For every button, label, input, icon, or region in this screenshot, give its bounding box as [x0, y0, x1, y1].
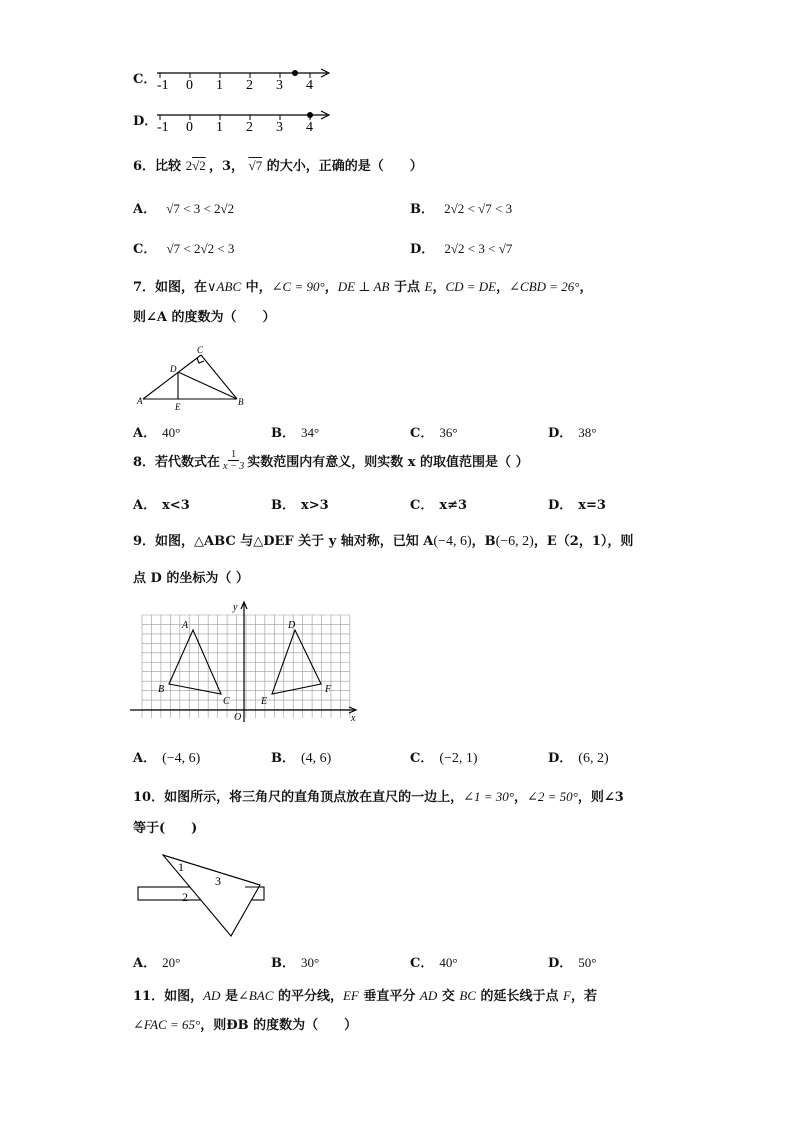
point-dot: [292, 70, 298, 76]
q9-stem-line2: [133, 567, 249, 586]
q9-stem-line1: [133, 530, 633, 550]
option-text: 50°: [578, 955, 597, 970]
q8-stem: [133, 449, 529, 472]
label-c: C: [197, 345, 204, 355]
math: ∨ABC: [207, 279, 242, 294]
q10-option-b: [271, 952, 319, 971]
option-label: B．: [271, 426, 295, 441]
label-d: D: [288, 620, 296, 631]
q9-coordinate-figure: [130, 600, 365, 725]
label-a: A: [137, 396, 143, 406]
point-dot: [307, 112, 313, 118]
option-label: A．: [133, 426, 157, 441]
q7-option-c: [410, 422, 458, 441]
coefficient: 2: [185, 158, 193, 173]
question-text: ，则ÐB 的度数为（ ）: [200, 1018, 358, 1033]
q5-number-line-c: [155, 64, 337, 94]
q6-option-d: [410, 238, 512, 257]
option-text: 34°: [301, 425, 320, 440]
punct: ，: [513, 790, 527, 805]
option-text: 40°: [162, 425, 181, 440]
question-text: 6．比较: [133, 159, 182, 174]
tick-label: 1: [216, 120, 223, 135]
option-text: 40°: [439, 955, 458, 970]
option-label: B．: [271, 751, 295, 766]
q7-stem-line2: [133, 306, 276, 325]
q5-option-d: [133, 110, 157, 129]
q5-option-c: [133, 68, 156, 87]
question-text: 点 D 的坐标为（ ）: [133, 571, 249, 586]
option-text: (−2, 1): [439, 751, 478, 766]
angle-label-3: 3: [215, 874, 221, 888]
question-text: 8．若代数式在: [133, 455, 221, 470]
q7-figure: [135, 342, 250, 412]
math: AD: [203, 988, 221, 1003]
q7-option-d: [548, 422, 596, 441]
question-text: 于点: [389, 280, 425, 295]
option-label: C．: [133, 72, 157, 87]
math: (−4, 6): [433, 534, 472, 549]
tick-label: 4: [306, 78, 313, 93]
option-text: x>3: [301, 498, 329, 513]
option-text: (4, 6): [301, 751, 332, 766]
option-label: C．: [410, 498, 434, 513]
math: ∠FAC = 65°: [133, 1017, 201, 1032]
denominator: x − 3: [223, 461, 245, 472]
label-b: B: [158, 684, 165, 695]
q8-option-c: [410, 494, 467, 513]
q9-option-c: [410, 747, 478, 767]
option-label: C．: [410, 751, 434, 766]
option-text: x=3: [578, 498, 606, 513]
math: EF: [342, 988, 359, 1003]
ticks: [160, 115, 310, 120]
math: DE ⊥ AB: [337, 279, 390, 294]
question-text: 的延长线于点: [475, 989, 563, 1004]
q11-stem-line1: [133, 985, 597, 1004]
label-y-axis: y: [233, 602, 238, 613]
label-d: D: [170, 364, 177, 374]
option-label: A．: [133, 956, 157, 971]
label-e: E: [261, 696, 268, 707]
question-text: 则∠A 的度数为（ ）: [133, 310, 276, 325]
option-label: C．: [410, 956, 434, 971]
math: AD: [419, 988, 438, 1003]
q10-option-c: [410, 952, 458, 971]
ticks: [160, 73, 310, 78]
option-label: D．: [410, 242, 435, 257]
question-text: ，B: [471, 534, 496, 549]
tick-label: -1: [157, 78, 169, 93]
label-b: B: [238, 397, 244, 407]
option-label: C．: [133, 242, 157, 257]
question-text: 9．如图，△ABC 与△DEF 关于 y 轴对称，已知 A: [133, 534, 434, 549]
q10-option-d: [548, 952, 596, 971]
option-label: A．: [133, 751, 157, 766]
option-label: B．: [410, 202, 434, 217]
q10-stem-line1: [133, 786, 624, 805]
tick-label: 2: [246, 78, 253, 93]
radicand: 2: [199, 158, 206, 173]
option-text: 30°: [301, 955, 320, 970]
label-f: F: [325, 684, 332, 695]
tick-label: 0: [186, 120, 193, 135]
math: F: [563, 988, 571, 1003]
question-text: 的平分线，: [273, 989, 343, 1004]
tick-label: 0: [186, 78, 193, 93]
q7-stem-line1: [133, 276, 593, 295]
option-label: B．: [271, 498, 295, 513]
option-label: D．: [548, 498, 573, 513]
tick-label: 1: [216, 78, 223, 93]
question-text: 中，: [241, 280, 272, 295]
tick-label: 4: [306, 120, 313, 135]
option-text: √7 < 2√2 < 3: [166, 241, 235, 256]
label-c: C: [223, 696, 230, 707]
option-label: A．: [133, 202, 157, 217]
angle-label-1: 1: [178, 860, 184, 874]
option-text: x<3: [162, 498, 190, 513]
option-text: √7 < 3 < 2√2: [166, 201, 235, 216]
math: ∠CBD = 26°: [509, 279, 580, 294]
punct: ，: [496, 280, 510, 295]
q9-option-d: [548, 747, 609, 767]
question-text: 11．如图，: [133, 989, 204, 1004]
option-text: (−4, 6): [162, 751, 201, 766]
option-text: 38°: [578, 425, 597, 440]
question-text: 等于( ): [133, 821, 198, 836]
numerator: 1: [228, 449, 239, 461]
q8-option-b: [271, 494, 329, 513]
punct: ，: [324, 280, 338, 295]
option-label: A．: [133, 498, 157, 513]
tick-label: -1: [157, 120, 169, 135]
option-text: 2√2 < 3 < √7: [444, 241, 513, 256]
option-label: D．: [548, 426, 573, 441]
q6-option-a: [133, 198, 234, 217]
radicand: 7: [255, 158, 263, 173]
option-text: 2√2 < √7 < 3: [444, 201, 513, 216]
math: BC: [459, 988, 476, 1003]
label-e: E: [175, 402, 181, 412]
option-label: B．: [271, 956, 295, 971]
fraction: [223, 449, 244, 472]
option-text: 20°: [162, 955, 181, 970]
q10-figure: [135, 850, 270, 942]
math: ∠BAC: [237, 988, 274, 1003]
question-text: 10．如图所示，将三角尺的直角顶点放在直尺的一边上，: [133, 790, 464, 805]
question-text: 是: [220, 989, 238, 1004]
option-text: (6, 2): [578, 751, 609, 766]
tick-label: 3: [276, 78, 283, 93]
math: ∠C = 90°: [271, 279, 325, 294]
question-text: 实数范围内有意义，则实数 x 的取值范围是（ ）: [247, 455, 529, 470]
q8-option-d: [548, 494, 606, 513]
math: CD = DE: [445, 279, 497, 294]
q9-option-a: [133, 747, 200, 767]
q7-option-b: [271, 422, 319, 441]
q9-option-b: [271, 747, 331, 767]
q11-stem-line2: [133, 1014, 357, 1033]
math: E: [424, 279, 433, 294]
question-text: ，3，: [208, 159, 245, 174]
tick-label: 3: [276, 120, 283, 135]
question-text: 的大小，正确的是（ ）: [266, 159, 423, 174]
q7-option-a: [133, 422, 180, 441]
q10-option-a: [133, 952, 180, 971]
option-text: x≠3: [439, 498, 468, 513]
question-text: ，则∠3: [577, 790, 624, 805]
q6-option-b: [410, 198, 512, 217]
label-a: A: [182, 620, 189, 631]
question-text: 7．如图，在: [133, 280, 208, 295]
label-x-axis: x: [351, 713, 356, 724]
q8-option-a: [133, 494, 190, 513]
option-label: D．: [133, 114, 158, 129]
tick-label: 2: [246, 120, 253, 135]
q5-number-line-d: [155, 106, 337, 136]
option-label: D．: [548, 956, 573, 971]
q6-stem: 6．比较 2√2 ，3， √7 的大小，正确的是（ ）: [133, 158, 423, 174]
q10-stem-line2: [133, 817, 197, 836]
punct: ，: [432, 280, 446, 295]
option-label: D．: [548, 751, 573, 766]
option-text: 36°: [439, 425, 458, 440]
question-text: 垂直平分: [358, 989, 420, 1004]
question-text: 交: [437, 989, 460, 1004]
angle-label-2: 2: [182, 890, 188, 904]
label-origin: O: [234, 712, 242, 723]
math: ∠1 = 30°: [463, 789, 514, 804]
q6-option-c: [133, 238, 234, 257]
question-text: ，若: [570, 989, 597, 1004]
punct: ，: [579, 280, 593, 295]
option-label: C．: [410, 426, 434, 441]
question-text: ，E（2，1），则: [533, 534, 634, 549]
math: (−6, 2): [495, 534, 534, 549]
math: ∠2 = 50°: [526, 789, 578, 804]
